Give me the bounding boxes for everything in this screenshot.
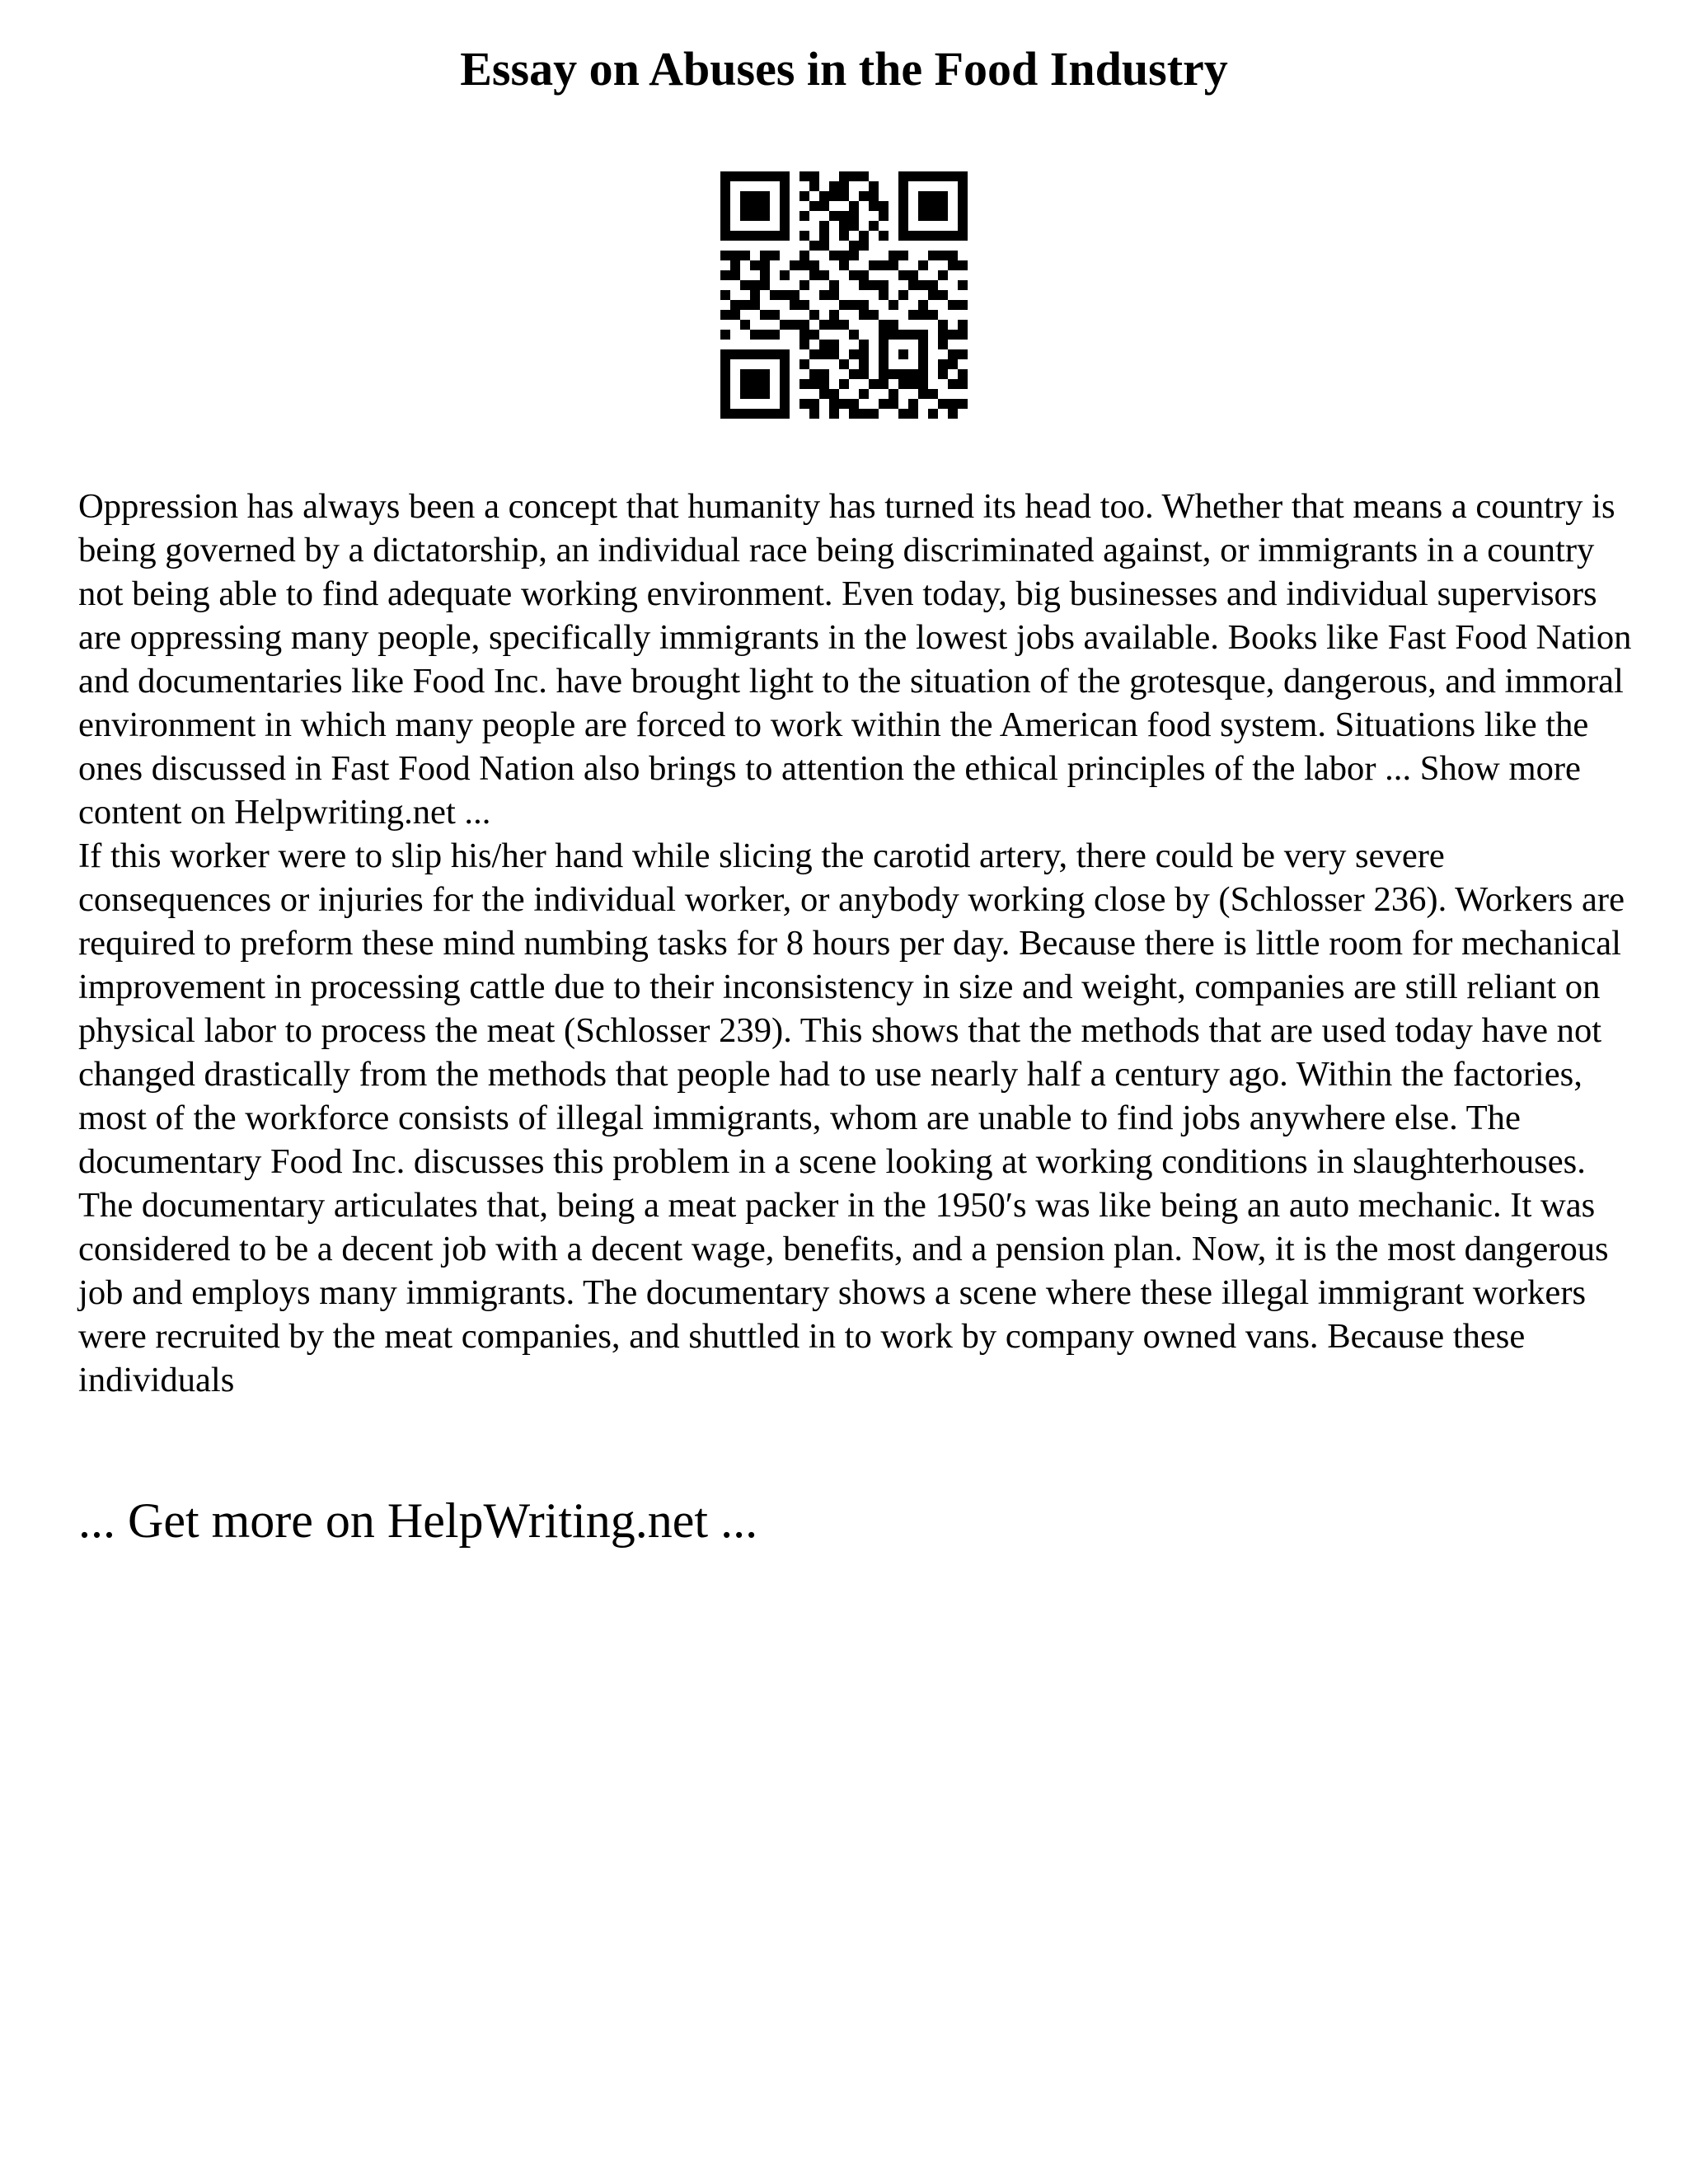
essay-body [78,485,1640,1402]
essay-paragraph-1: Oppression has always been a concept that humanity has turned its head too. Whether that means a country is being governed by a dictatorship, an individual race being discriminated against, or immigrants in a country not being able to find adequate working environment. Even today, big businesses and individual supervisors are oppressing many people, specifically immigrants in the lowest jobs available. Books like Fast Food Nation and documentaries like Food Inc. have brought light to the situation of the grotesque, dangerous, and immoral environment in which many people are forced to work within the American food system. Situations like the ones discussed in Fast Food Nation also brings to attention the ethical principles of the labor ... Show more content on Helpwriting.net ... [78,487,1632,832]
get-more-link[interactable]: ... Get more on HelpWriting.net ... [78,1493,758,1548]
essay-paragraph-2: If this worker were to slip his/her hand while slicing the carotid artery, there could be very severe consequences or injuries for the individual worker, or anybody working close by (Schlosser 236). Workers are required to preform these mind numbing tasks for 8 hours per day. Because there is little room for mechanical improvement in processing cattle due to their inconsistency in size and weight, companies are still reliant on physical labor to process the meat (Schlosser 239). This shows that the methods that are used today have not changed drastically from the methods that people had to use nearly half a century ago. Within the factories, most of the workforce consists of illegal immigrants, whom are unable to find jobs anywhere else. The documentary Food Inc. discusses this problem in a scene looking at working conditions in slaughterhouses. The documentary articulates that, being a meat packer in the 1950′s was like being an auto mechanic. It was considered to be a decent job with a decent wage, benefits, and a pension plan. Now, it is the most dangerous job and employs many immigrants. The documentary shows a scene where these illegal immigrant workers were recruited by the meat companies, and shuttled in to work by company owned vans. Because these individuals [78,837,1625,1399]
document-title: Essay on Abuses in the Food Industry [460,42,1228,96]
qr-code-icon [720,171,968,419]
